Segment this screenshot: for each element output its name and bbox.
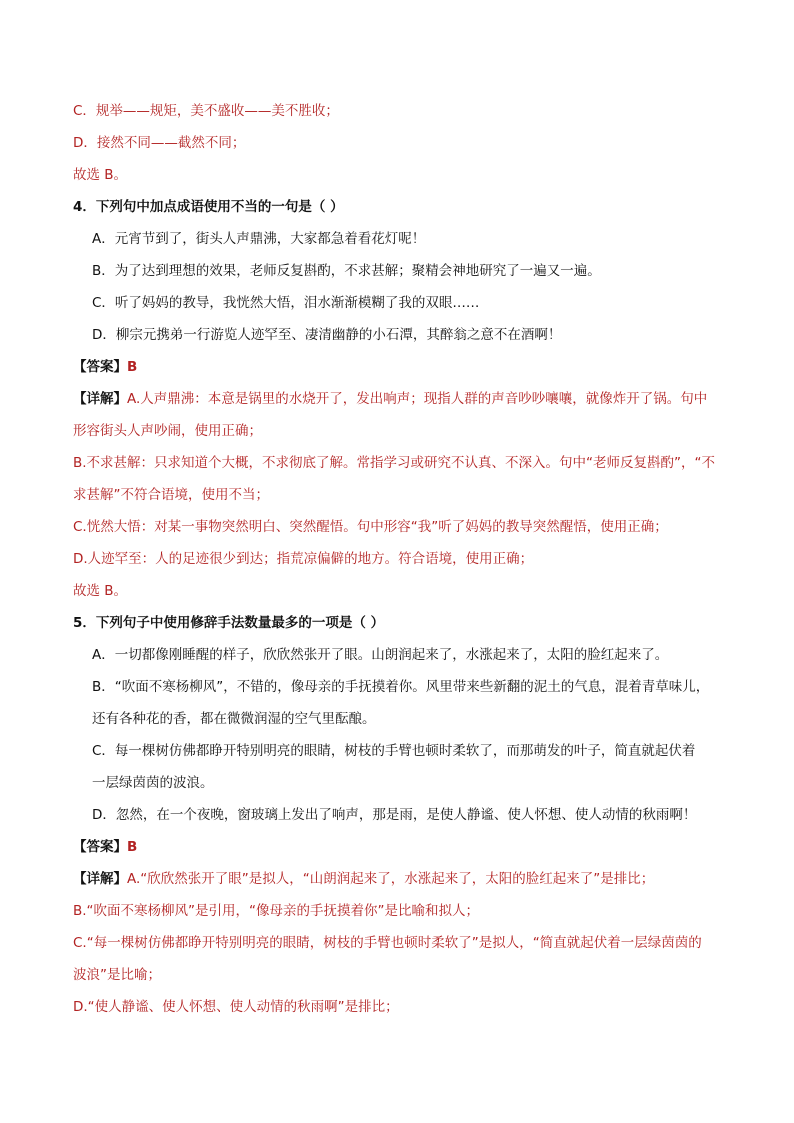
- answer-5: [73, 837, 794, 857]
- detail-text: A.人声鼎沸：本意是锅里的水烧开了，发出响声；现指人群的声音吵吵嚷嚷，就像炸开了锅。句中: [127, 391, 708, 407]
- question-5-option-b-2: 还有各种花的香，都在微微润湿的空气里酝酿。: [92, 711, 376, 727]
- question-5-option-c-1: C．每一棵树仿佛都睁开特别明亮的眼睛，树枝的手臂也顿时柔软了，而那萌发的叶子，简直就起伏着: [92, 743, 696, 759]
- detail-4-line-5: C.恍然大悟：对某一事物突然明白、突然醒悟。句中形容“我”听了妈妈的教导突然醒悟，使用正确；: [73, 519, 668, 535]
- answer-line-d: D．接然不同——截然不同；: [73, 135, 246, 151]
- detail-4-line-3: B.不求甚解：只求知道个大概，不求彻底了解。常指学习或研究不认真、不深入。句中“老师反复斟酌”，“不: [73, 455, 716, 471]
- answer-value: B: [127, 839, 138, 855]
- question-5-option-b-1: B．“吹面不寒杨柳风”，不错的，像母亲的手抚摸着你。风里带来些新翻的泥土的气息，混着青草味儿，: [92, 679, 710, 695]
- detail-4-line-4: 求甚解”不符合语境，使用不当；: [73, 487, 269, 503]
- question-4-option-a: A．元宵节到了，街头人声鼎沸，大家都急着看花灯呢！: [92, 231, 426, 247]
- question-5-option-c-2: 一层绿茵茵的波浪。: [92, 775, 214, 791]
- detail-label: 【详解】: [73, 871, 127, 887]
- detail-5-line-1: [73, 869, 794, 889]
- answer-label: 【答案】: [73, 359, 127, 375]
- answer-value: B: [127, 359, 138, 375]
- selection-line-3: 故选 B。: [73, 167, 128, 183]
- answer-4: [73, 357, 794, 377]
- question-5-option-d: D．忽然，在一个夜晚，窗玻璃上发出了响声，那是雨，是使人静谧、使人怀想、使人动情的秋雨啊！: [92, 807, 697, 823]
- question-5-stem: 5．下列句子中使用修辞手法数量最多的一项是（ ）: [73, 615, 385, 631]
- question-4-option-b: B．为了达到理想的效果，老师反复斟酌，不求甚解；聚精会神地研究了一遍又一遍。: [92, 263, 601, 279]
- detail-5-line-2: B.“吹面不寒杨柳风”是引用，“像母亲的手抚摸着你”是比喻和拟人；: [73, 903, 480, 919]
- answer-label: 【答案】: [73, 839, 127, 855]
- detail-4-line-6: D.人迹罕至：人的足迹很少到达；指荒凉偏僻的地方。符合语境，使用正确；: [73, 551, 534, 567]
- detail-4-line-2: 形容街头人声吵闹，使用正确；: [73, 423, 262, 439]
- answer-line-c: C．规举——规矩，美不盛收——美不胜收；: [73, 103, 339, 119]
- detail-text: A.“欣欣然张开了眼”是拟人，“山朗润起来了，水涨起来了，太阳的脸红起来了”是排比；: [127, 871, 655, 887]
- detail-label: 【详解】: [73, 391, 127, 407]
- detail-4-line-1: [73, 389, 794, 409]
- detail-5-line-4: 波浪”是比喻；: [73, 967, 161, 983]
- detail-5-line-3: C.“每一棵树仿佛都睁开特别明亮的眼睛，树枝的手臂也顿时柔软了”是拟人，“简直就起伏着一层绿茵茵的: [73, 935, 702, 951]
- selection-4: 故选 B。: [73, 583, 128, 599]
- detail-5-line-5: D.“使人静谧、使人怀想、使人动情的秋雨啊”是排比；: [73, 999, 399, 1015]
- question-4-option-c: C．听了妈妈的教导，我恍然大悟，泪水渐渐模糊了我的双眼……: [92, 295, 480, 311]
- question-5-option-a: A．一切都像刚睡醒的样子，欣欣然张开了眼。山朗润起来了，水涨起来了，太阳的脸红起来了。: [92, 647, 669, 663]
- question-4-stem: 4．下列句中加点成语使用不当的一句是（ ）: [73, 199, 344, 215]
- question-4-option-d: D．柳宗元携弟一行游览人迹罕至、凄清幽静的小石潭，其醉翁之意不在酒啊！: [92, 327, 562, 343]
